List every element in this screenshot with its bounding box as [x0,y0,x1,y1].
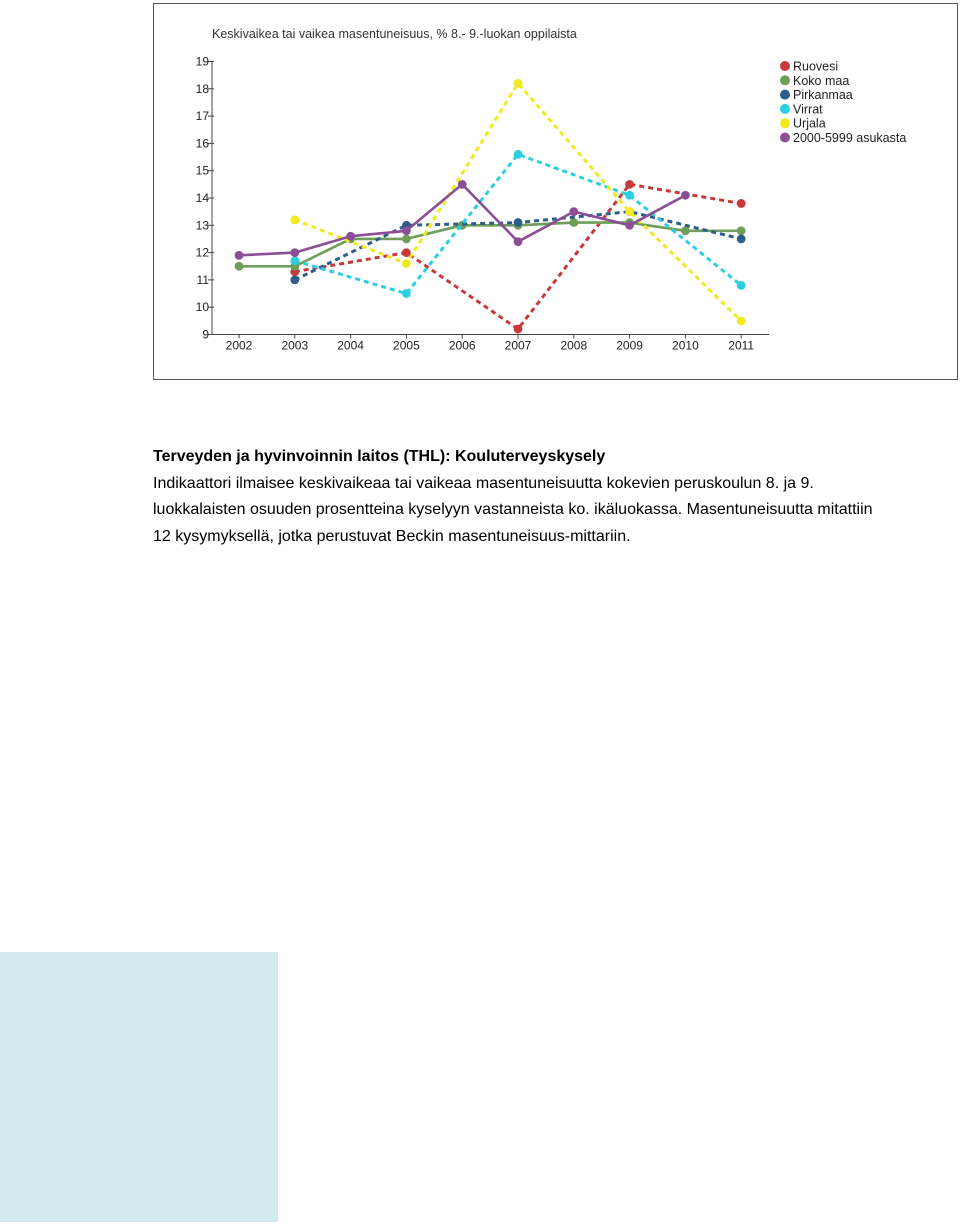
data-point [737,316,746,325]
series-line-1 [239,223,741,267]
x-tick-label: 2006 [448,338,476,353]
legend [780,60,906,146]
data-point [290,256,299,265]
data-point [290,248,299,257]
x-tick-label: 2007 [504,338,532,353]
data-point [625,180,634,189]
legend-marker [780,133,790,143]
y-tick-label: 10 [195,300,209,315]
y-tick-label: 14 [195,191,209,205]
x-tick-label: 2009 [616,338,643,353]
data-point [514,325,523,334]
chart-title: Keskivaikea tai vaikea masentuneisuus, % 8.- 9.-luokan oppilaista [212,27,577,41]
y-tick-label: 17 [195,109,209,124]
legend-marker [780,61,790,71]
data-point [625,221,634,230]
x-tick-label: 2008 [560,338,588,353]
series-line-5 [239,184,685,255]
y-tick-label: 11 [196,272,209,287]
y-tick-label: 15 [195,163,209,178]
legend-marker [780,90,790,100]
line-chart [154,4,959,381]
data-point [235,262,244,271]
x-tick-label: 2005 [393,338,420,353]
data-point [737,281,746,290]
data-point [737,235,746,244]
x-tick-label: 2004 [337,338,364,353]
data-point [402,289,411,298]
data-point [737,199,746,208]
chart-panel [153,3,958,380]
data-point [737,226,746,235]
x-tick-label: 2011 [728,338,755,353]
data-point [625,191,634,200]
caption-title: Terveyden ja hyvinvoinnin laitos (THL): Kouluterveyskysely [153,448,606,465]
legend-label: 2000-5999 asukasta [793,131,907,145]
legend-label: Ruovesi [793,59,839,74]
data-point [625,207,634,216]
y-tick-label: 18 [195,81,209,96]
data-point [402,259,411,268]
legend-marker [780,75,790,85]
caption [153,444,873,550]
decorative-color-block [0,952,278,1222]
y-tick-label: 12 [195,245,209,260]
legend-marker [780,118,790,128]
x-tick-label: 2010 [672,338,699,353]
data-point [514,237,523,246]
data-point [458,180,467,189]
x-tick-label: 2002 [225,338,253,353]
data-point [514,150,523,159]
legend-label: Virrat [793,102,823,117]
data-point [514,79,523,88]
x-tick-label: 2003 [281,338,309,353]
caption-body: Indikaattori ilmaisee keskivaikeaa tai vaikeaa masentuneisuutta kokevien peruskoulun 8. ja 9. luokkalaisten osuuden prosentteina kyselyyn vastanneista ko. ikäluokassa. Masentuneisuutta mitattiin 12 kysymyksellä, jotka perustuvat Beckin masentuneisuus-mittariin. [153,474,873,545]
data-point [235,251,244,260]
legend-label: Urjala [793,116,826,131]
legend-label: Koko maa [793,73,850,88]
series-line-0 [295,184,741,329]
legend-label: Pirkanmaa [793,88,853,103]
y-tick-label: 13 [195,218,209,233]
y-tick-label: 19 [195,54,209,69]
data-point [402,226,411,235]
data-point [346,232,355,241]
data-point [402,235,411,244]
series-layer [235,79,746,334]
data-point [681,226,690,235]
data-point [514,218,523,227]
data-point [290,215,299,224]
data-point [681,191,690,200]
data-point [569,207,578,216]
legend-marker [780,104,790,114]
y-tick-label: 16 [195,136,209,151]
y-tick-label: 9 [202,327,209,342]
data-point [569,218,578,227]
data-point [290,276,299,285]
